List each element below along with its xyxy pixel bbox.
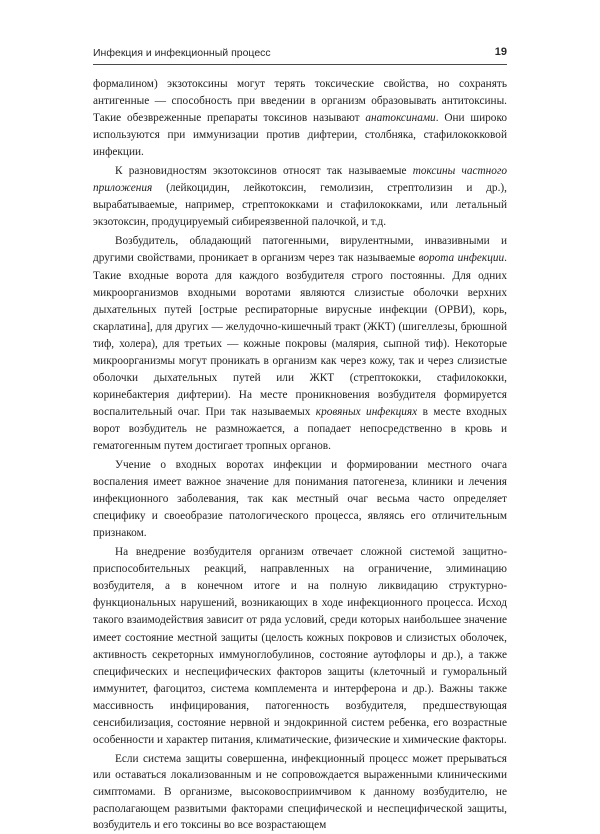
text-run: Учение о входных воротах инфекции и формировании местного очага воспаления имеет важное значение для понимания патогенеза, клиники и лечения инфекционного заболевания, так как местный очаг весьма часто определяет специфику и своеобразие патологического процесса, являясь его отличительным признаком. [93,459,507,540]
running-title: Инфекция и инфекционный процесс [93,47,271,59]
text-run: в месте входных ворот возбудитель не размножается, а попадает непосредственно в кровь и гематогенным путем достигает тропных органов. [93,405,508,452]
text-run: К разновидностям экзотоксинов относят так называемые [115,165,413,178]
text-run: . Такие входные ворота для каждого возбудителя строго постоянны. Для одних микроорганизмов входными воротами являются слизистые оболочки верхних дыхательных путей [острые респираторные вирусные инфекции (ОРВИ), корь, скарлатина], для других — желудочно-кишечный тракт (ЖКТ) (шигеллезы, брюшной тиф, холера), для третьих — кожные покровы (малярия, сыпной тиф). Некоторые микроорганизмы могут проникать в организм как через кожу, так и через слизистые оболочки дыхательных путей или ЖКТ (стрептококки, стафилококки, коринебактерия дифтерии). На месте проникновения возбудителя формируется воспалительный очаг. При так называемых [93,252,507,418]
paragraph [93,544,507,749]
italic-term: кровяных инфекциях [315,405,418,418]
header-divider [93,64,507,65]
text-run: (лейкоцидин, лейкотоксин, гемолизин, стрептолизин и др.), вырабатываемые, например, стрептококками и стафилококками, или летальный экзотоксин, продуцируемый сибиреязвенной палочкой, и т.д. [93,182,507,229]
paragraph [93,233,507,455]
page-number: 19 [494,46,507,58]
italic-term: анатоксинами [365,112,436,125]
paragraph [93,457,507,542]
text-run: На внедрение возбудителя организм отвечает сложной системой защитно-приспособительных реакций, направленных на ограничение, элиминацию возбудителя, а в конечном итоге и на полную ликвидацию структурно-функциональных нарушений, возникающих в ходе инфекционного процесса. Исход такого взаимодействия зависит от ряда условий, среди которых наибольшее значение имеет состояние местной защиты (целость кожных покровов и слизистых оболочек, активность секреторных иммуноглобулинов, состояние аутофлоры и др.), а также специфических и неспецифических факторов защиты (клеточный и гуморальный иммунитет, фагоцитоз, система комплемента и интерферона и др.). Важны также массивность инфицирования, патогенность возбудителя, предшествующая сенсибилизация, состояние нервной и эндокринной систем ребенка, его возрастные особенности и характер питания, климатические, физические и химические факторы. [93,546,507,746]
text-run: формалином) экзотоксины могут терять токсические свойства, но сохранять антигенные — способность при введении в организм образовывать антитоксины. Такие обезвреженные препараты токсинов называют [93,78,507,125]
paragraph [93,751,507,834]
italic-term: токсины частного приложения [93,165,507,195]
body-text [93,76,507,834]
text-run: Возбудитель, обладающий патогенными, вирулентными, инвазивными и другими свойствами, проникает в организм через так называемые [93,235,507,265]
text-run: Если система защиты совершенна, инфекционный процесс может прерываться или оставаться локализованным и не сопровождается выраженными клиническими симптомами. В организме, высоковосприимчивом к данному возбудителю, не располагающем развитыми факторами специфической и неспецифической защиты, возбудитель и его токсины во все возрастающем [93,752,507,832]
paragraph [93,163,507,231]
text-run: . Они широко используются при иммунизации против дифтерии, столбняка, стафилококковой инфекции. [93,112,508,159]
paragraph [93,76,507,161]
italic-term: ворота инфекции [418,252,505,265]
